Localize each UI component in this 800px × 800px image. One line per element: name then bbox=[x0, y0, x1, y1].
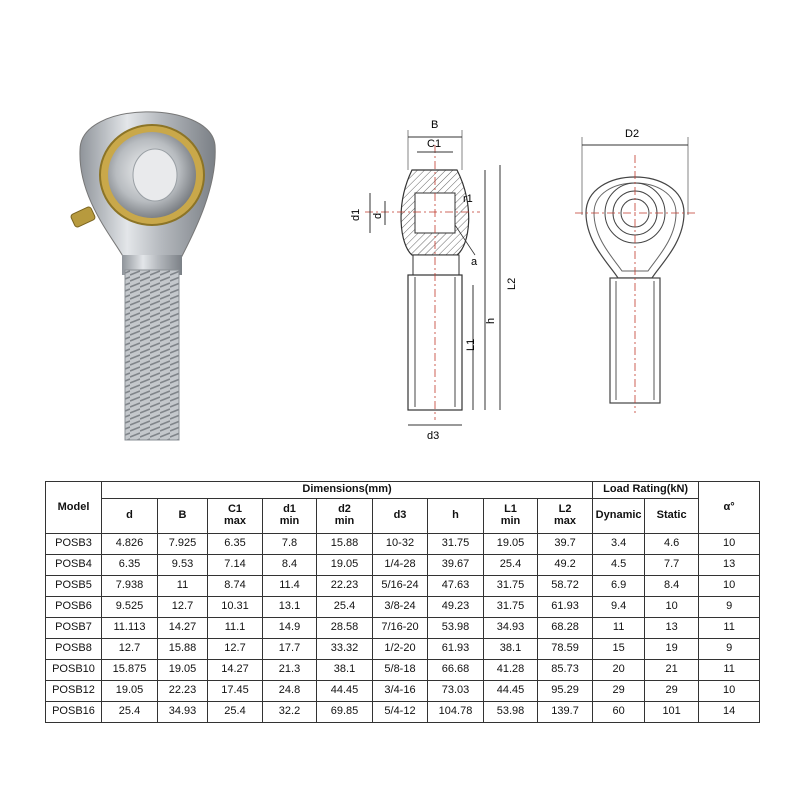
dim-column-header bbox=[484, 499, 538, 534]
dimensions-group-header: Dimensions(mm) bbox=[102, 482, 593, 499]
value-cell: 12.7 bbox=[102, 639, 158, 660]
load-column-header: Static bbox=[645, 499, 699, 534]
value-cell: 19.05 bbox=[158, 660, 208, 681]
table-row bbox=[46, 597, 760, 618]
value-cell: 73.03 bbox=[428, 681, 484, 702]
model-cell: POSB7 bbox=[46, 618, 102, 639]
value-cell: 8.74 bbox=[208, 576, 263, 597]
value-cell: 9.53 bbox=[158, 555, 208, 576]
column-label: C1 bbox=[227, 503, 243, 516]
value-cell: 6.35 bbox=[208, 534, 263, 555]
value-cell: 4.5 bbox=[593, 555, 645, 576]
model-cell: POSB6 bbox=[46, 597, 102, 618]
value-cell: 5/16-24 bbox=[373, 576, 428, 597]
value-cell: 14 bbox=[699, 702, 760, 723]
value-cell: 15.875 bbox=[102, 660, 158, 681]
value-cell: 14.27 bbox=[158, 618, 208, 639]
value-cell: 14.9 bbox=[263, 618, 317, 639]
column-label: d2 bbox=[338, 503, 351, 516]
value-cell: 24.8 bbox=[263, 681, 317, 702]
value-cell: 12.7 bbox=[158, 597, 208, 618]
value-cell: 13.1 bbox=[263, 597, 317, 618]
value-cell: 68.28 bbox=[538, 618, 593, 639]
value-cell: 49.23 bbox=[428, 597, 484, 618]
value-cell: 7.925 bbox=[158, 534, 208, 555]
column-label: d3 bbox=[393, 509, 407, 522]
table-row bbox=[46, 681, 760, 702]
value-cell: 60 bbox=[593, 702, 645, 723]
value-cell: 6.9 bbox=[593, 576, 645, 597]
label-B: B bbox=[431, 119, 439, 131]
value-cell: 10.31 bbox=[208, 597, 263, 618]
value-cell: 9.4 bbox=[593, 597, 645, 618]
dim-column-header bbox=[158, 499, 208, 534]
dim-column-header bbox=[208, 499, 263, 534]
value-cell: 7.7 bbox=[645, 555, 699, 576]
value-cell: 34.93 bbox=[484, 618, 538, 639]
column-label: d1 bbox=[283, 503, 296, 516]
value-cell: 25.4 bbox=[484, 555, 538, 576]
value-cell: 11.4 bbox=[263, 576, 317, 597]
value-cell: 58.72 bbox=[538, 576, 593, 597]
value-cell: 11 bbox=[699, 618, 760, 639]
dim-column-header bbox=[263, 499, 317, 534]
value-cell: 10-32 bbox=[373, 534, 428, 555]
label-d3: d3 bbox=[427, 430, 440, 442]
label-r1: r1 bbox=[463, 193, 473, 205]
value-cell: 7.14 bbox=[208, 555, 263, 576]
model-header: Model bbox=[46, 482, 102, 534]
value-cell: 8.4 bbox=[645, 576, 699, 597]
value-cell: 78.59 bbox=[538, 639, 593, 660]
column-sublabel: max bbox=[223, 515, 247, 527]
value-cell: 38.1 bbox=[484, 639, 538, 660]
load-column-header: Dynamic bbox=[593, 499, 645, 534]
value-cell: 4.6 bbox=[645, 534, 699, 555]
value-cell: 4.826 bbox=[102, 534, 158, 555]
value-cell: 13 bbox=[699, 555, 760, 576]
column-label: L1 bbox=[504, 503, 517, 516]
value-cell: 66.68 bbox=[428, 660, 484, 681]
value-cell: 19 bbox=[645, 639, 699, 660]
dim-column-header bbox=[102, 499, 158, 534]
value-cell: 28.58 bbox=[317, 618, 373, 639]
model-cell: POSB12 bbox=[46, 681, 102, 702]
value-cell: 10 bbox=[699, 681, 760, 702]
value-cell: 3/4-16 bbox=[373, 681, 428, 702]
value-cell: 21.3 bbox=[263, 660, 317, 681]
value-cell: 85.73 bbox=[538, 660, 593, 681]
value-cell: 34.93 bbox=[158, 702, 208, 723]
value-cell: 41.28 bbox=[484, 660, 538, 681]
value-cell: 17.7 bbox=[263, 639, 317, 660]
value-cell: 17.45 bbox=[208, 681, 263, 702]
spec-table bbox=[45, 481, 760, 723]
value-cell: 19.05 bbox=[317, 555, 373, 576]
value-cell: 47.63 bbox=[428, 576, 484, 597]
dim-column-header bbox=[538, 499, 593, 534]
value-cell: 104.78 bbox=[428, 702, 484, 723]
column-sublabel: min bbox=[334, 515, 355, 527]
value-cell: 21 bbox=[645, 660, 699, 681]
value-cell: 19.05 bbox=[484, 534, 538, 555]
dim-column-header bbox=[317, 499, 373, 534]
value-cell: 49.2 bbox=[538, 555, 593, 576]
value-cell: 31.75 bbox=[484, 597, 538, 618]
value-cell: 10 bbox=[699, 576, 760, 597]
value-cell: 11 bbox=[699, 660, 760, 681]
alpha-header: α° bbox=[699, 482, 760, 534]
table-row bbox=[46, 534, 760, 555]
value-cell: 14.27 bbox=[208, 660, 263, 681]
value-cell: 33.32 bbox=[317, 639, 373, 660]
label-L1: L1 bbox=[465, 338, 477, 351]
value-cell: 101 bbox=[645, 702, 699, 723]
value-cell: 32.2 bbox=[263, 702, 317, 723]
value-cell: 5/4-12 bbox=[373, 702, 428, 723]
value-cell: 11 bbox=[158, 576, 208, 597]
label-C1: C1 bbox=[427, 138, 442, 150]
value-cell: 25.4 bbox=[102, 702, 158, 723]
value-cell: 53.98 bbox=[484, 702, 538, 723]
value-cell: 1/2-20 bbox=[373, 639, 428, 660]
label-a: a bbox=[471, 256, 478, 268]
value-cell: 1/4-28 bbox=[373, 555, 428, 576]
value-cell: 31.75 bbox=[484, 576, 538, 597]
side-section-diagram bbox=[345, 115, 545, 445]
model-cell: POSB16 bbox=[46, 702, 102, 723]
label-h: h bbox=[485, 317, 497, 324]
model-cell: POSB3 bbox=[46, 534, 102, 555]
column-label: h bbox=[452, 509, 459, 522]
value-cell: 13 bbox=[645, 618, 699, 639]
value-cell: 7.8 bbox=[263, 534, 317, 555]
value-cell: 20 bbox=[593, 660, 645, 681]
value-cell: 31.75 bbox=[428, 534, 484, 555]
value-cell: 39.67 bbox=[428, 555, 484, 576]
value-cell: 22.23 bbox=[317, 576, 373, 597]
column-sublabel: min bbox=[500, 515, 521, 527]
value-cell: 95.29 bbox=[538, 681, 593, 702]
value-cell: 44.45 bbox=[317, 681, 373, 702]
column-sublabel: max bbox=[554, 515, 577, 527]
value-cell: 25.4 bbox=[317, 597, 373, 618]
value-cell: 10 bbox=[699, 534, 760, 555]
label-D2: D2 bbox=[625, 128, 640, 140]
table-row bbox=[46, 660, 760, 681]
value-cell: 3.4 bbox=[593, 534, 645, 555]
value-cell: 44.45 bbox=[484, 681, 538, 702]
label-d1: d1 bbox=[350, 208, 362, 221]
label-L2: L2 bbox=[506, 277, 518, 290]
value-cell: 25.4 bbox=[208, 702, 263, 723]
value-cell: 61.93 bbox=[428, 639, 484, 660]
value-cell: 11.1 bbox=[208, 618, 263, 639]
column-label: L2 bbox=[558, 503, 572, 516]
value-cell: 38.1 bbox=[317, 660, 373, 681]
value-cell: 9 bbox=[699, 597, 760, 618]
table-row bbox=[46, 618, 760, 639]
value-cell: 53.98 bbox=[428, 618, 484, 639]
value-cell: 15.88 bbox=[317, 534, 373, 555]
load-rating-group-header: Load Rating(kN) bbox=[593, 482, 699, 499]
value-cell: 15.88 bbox=[158, 639, 208, 660]
value-cell: 69.85 bbox=[317, 702, 373, 723]
value-cell: 15 bbox=[593, 639, 645, 660]
model-cell: POSB10 bbox=[46, 660, 102, 681]
value-cell: 3/8-24 bbox=[373, 597, 428, 618]
value-cell: 19.05 bbox=[102, 681, 158, 702]
value-cell: 11 bbox=[593, 618, 645, 639]
column-label: d bbox=[126, 509, 133, 522]
value-cell: 5/8-18 bbox=[373, 660, 428, 681]
value-cell: 29 bbox=[645, 681, 699, 702]
value-cell: 22.23 bbox=[158, 681, 208, 702]
value-cell: 12.7 bbox=[208, 639, 263, 660]
value-cell: 7/16-20 bbox=[373, 618, 428, 639]
dim-column-header bbox=[373, 499, 428, 534]
value-cell: 7.938 bbox=[102, 576, 158, 597]
product-photo bbox=[60, 90, 240, 450]
table-row bbox=[46, 555, 760, 576]
value-cell: 8.4 bbox=[263, 555, 317, 576]
value-cell: 29 bbox=[593, 681, 645, 702]
table-row bbox=[46, 576, 760, 597]
model-cell: POSB8 bbox=[46, 639, 102, 660]
value-cell: 39.7 bbox=[538, 534, 593, 555]
front-view-diagram bbox=[570, 115, 700, 415]
label-d: d bbox=[372, 212, 384, 219]
value-cell: 11.113 bbox=[102, 618, 158, 639]
value-cell: 61.93 bbox=[538, 597, 593, 618]
value-cell: 9 bbox=[699, 639, 760, 660]
column-label: B bbox=[178, 509, 187, 522]
value-cell: 6.35 bbox=[102, 555, 158, 576]
table-row bbox=[46, 639, 760, 660]
column-sublabel: min bbox=[279, 515, 300, 527]
dim-column-header bbox=[428, 499, 484, 534]
value-cell: 139.7 bbox=[538, 702, 593, 723]
model-cell: POSB5 bbox=[46, 576, 102, 597]
model-cell: POSB4 bbox=[46, 555, 102, 576]
table-row bbox=[46, 702, 760, 723]
value-cell: 10 bbox=[645, 597, 699, 618]
value-cell: 9.525 bbox=[102, 597, 158, 618]
